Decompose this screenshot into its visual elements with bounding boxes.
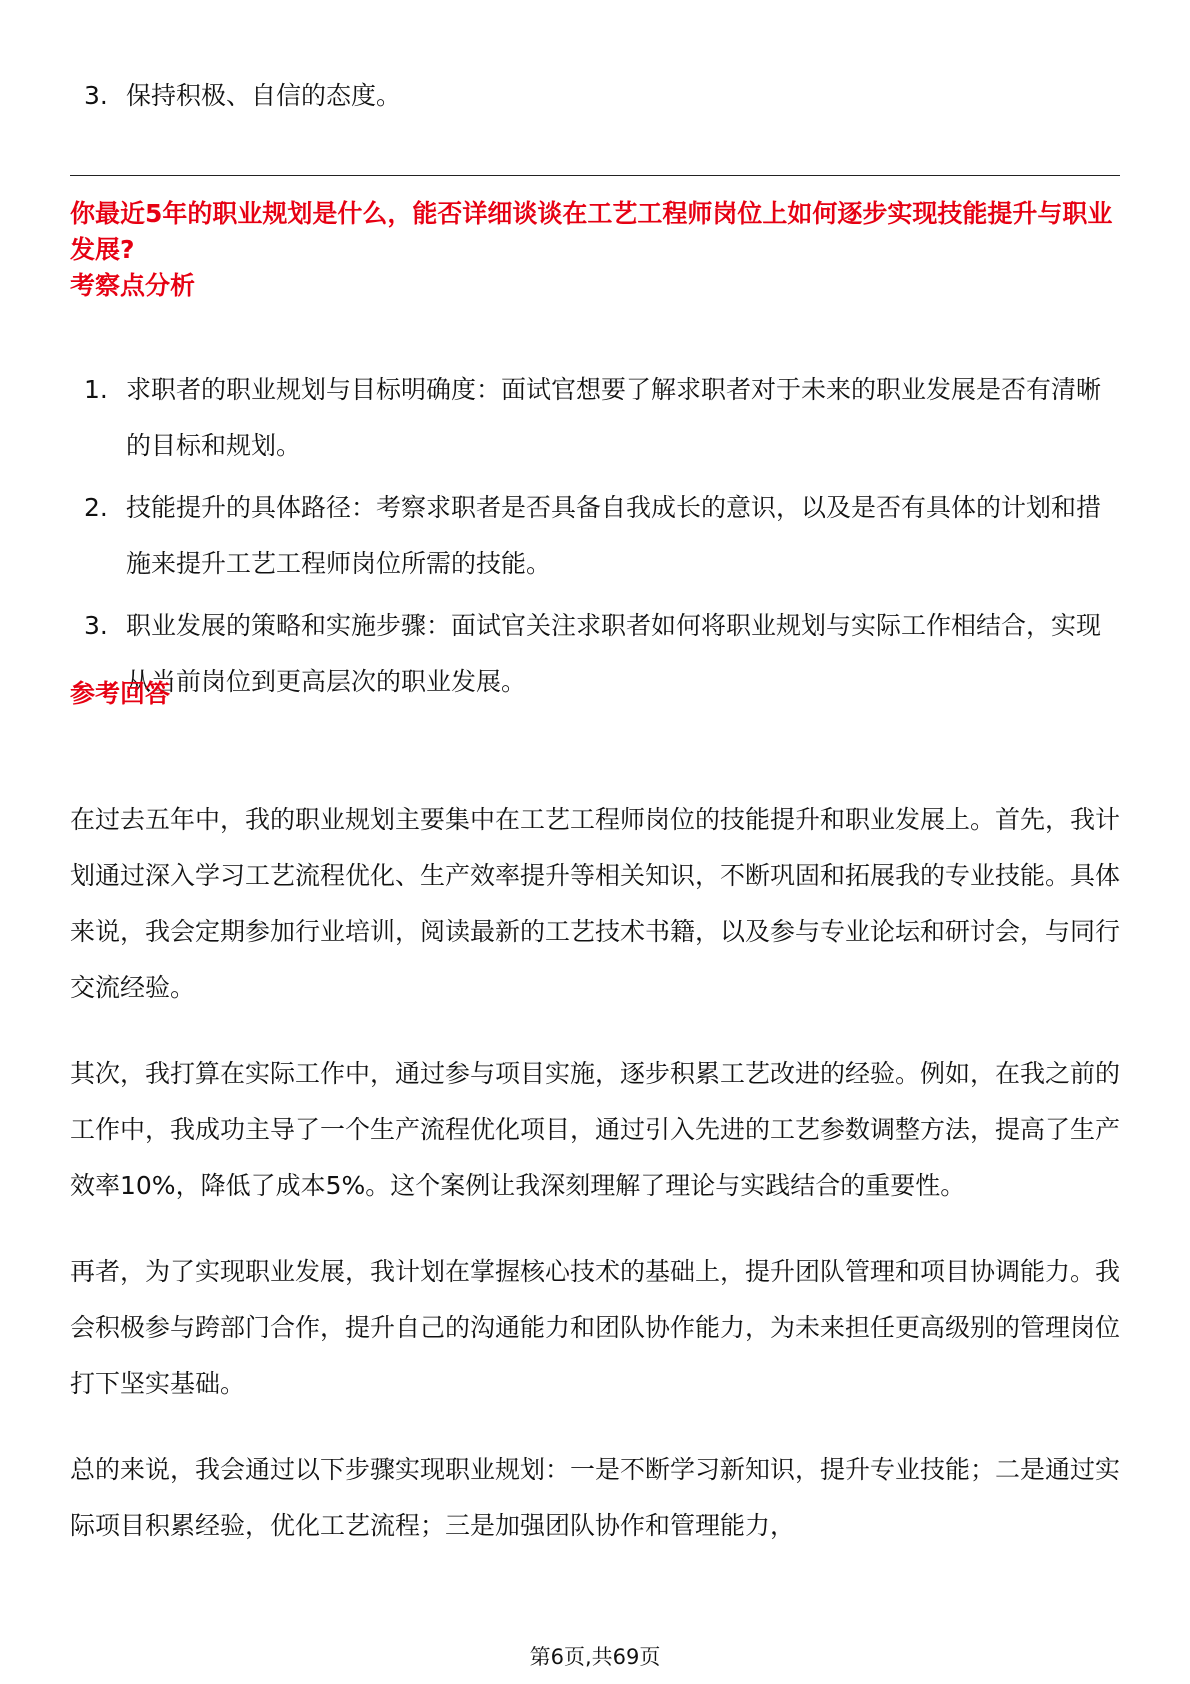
list-item-number: 2. bbox=[84, 493, 108, 522]
list-item-text: 求职者的职业规划与目标明确度：面试官想要了解求职者对于未来的职业发展是否有清晰的目标和规划。 bbox=[126, 375, 1102, 460]
analysis-list bbox=[84, 362, 1120, 716]
answer-paragraph: 再者，为了实现职业发展，我计划在掌握核心技术的基础上，提升团队管理和项目协调能力。我会积极参与跨部门合作，提升自己的沟通能力和团队协作能力，为未来担任更高级别的管理岗位打下坚实基础。 bbox=[70, 1257, 1121, 1398]
list-item-text: 技能提升的具体路径：考察求职者是否具备自我成长的意识，以及是否有具体的计划和措施来提升工艺工程师岗位所需的技能。 bbox=[126, 493, 1102, 578]
analysis-heading: 考察点分析 bbox=[70, 271, 196, 300]
list-item-text: 职业发展的策略和实施步骤：面试官关注求职者如何将职业规划与实际工作相结合，实现从当前岗位到更高层次的职业发展。 bbox=[126, 611, 1102, 696]
list-item bbox=[84, 480, 1120, 592]
answer-paragraph: 其次，我打算在实际工作中，通过参与项目实施，逐步积累工艺改进的经验。例如，在我之前的工作中，我成功主导了一个生产流程优化项目，通过引入先进的工艺参数调整方法，提高了生产效率10%，降低了成本5%。这个案例让我深刻理解了理论与实践结合的重要性。 bbox=[70, 1059, 1121, 1200]
answer-heading: 参考回答 bbox=[70, 679, 171, 708]
list-item-number: 1. bbox=[84, 375, 108, 404]
list-item bbox=[84, 362, 1120, 474]
list-item-number: 3. bbox=[84, 81, 108, 110]
list-item-number: 3. bbox=[84, 611, 108, 640]
page-number-footer: 第6页,共69页 bbox=[529, 1645, 661, 1669]
section-divider bbox=[70, 175, 1120, 176]
list-item-text: 保持积极、自信的态度。 bbox=[126, 81, 402, 110]
list-item bbox=[84, 598, 1120, 710]
interview-question: 你最近5年的职业规划是什么，能否详细谈谈在工艺工程师岗位上如何逐步实现技能提升与职业发展? bbox=[70, 199, 1113, 264]
answer-paragraph: 总的来说，我会通过以下步骤实现职业规划：一是不断学习新知识，提升专业技能；二是通过实际项目积累经验，优化工艺流程；三是加强团队协作和管理能力， bbox=[70, 1455, 1121, 1540]
previous-list-item bbox=[84, 76, 401, 116]
answer-body bbox=[70, 792, 1120, 1584]
answer-paragraph: 在过去五年中，我的职业规划主要集中在工艺工程师岗位的技能提升和职业发展上。首先，我计划通过深入学习工艺流程优化、生产效率提升等相关知识，不断巩固和拓展我的专业技能。具体来说，我会定期参加行业培训，阅读最新的工艺技术书籍，以及参与专业论坛和研讨会，与同行交流经验。 bbox=[70, 805, 1121, 1002]
